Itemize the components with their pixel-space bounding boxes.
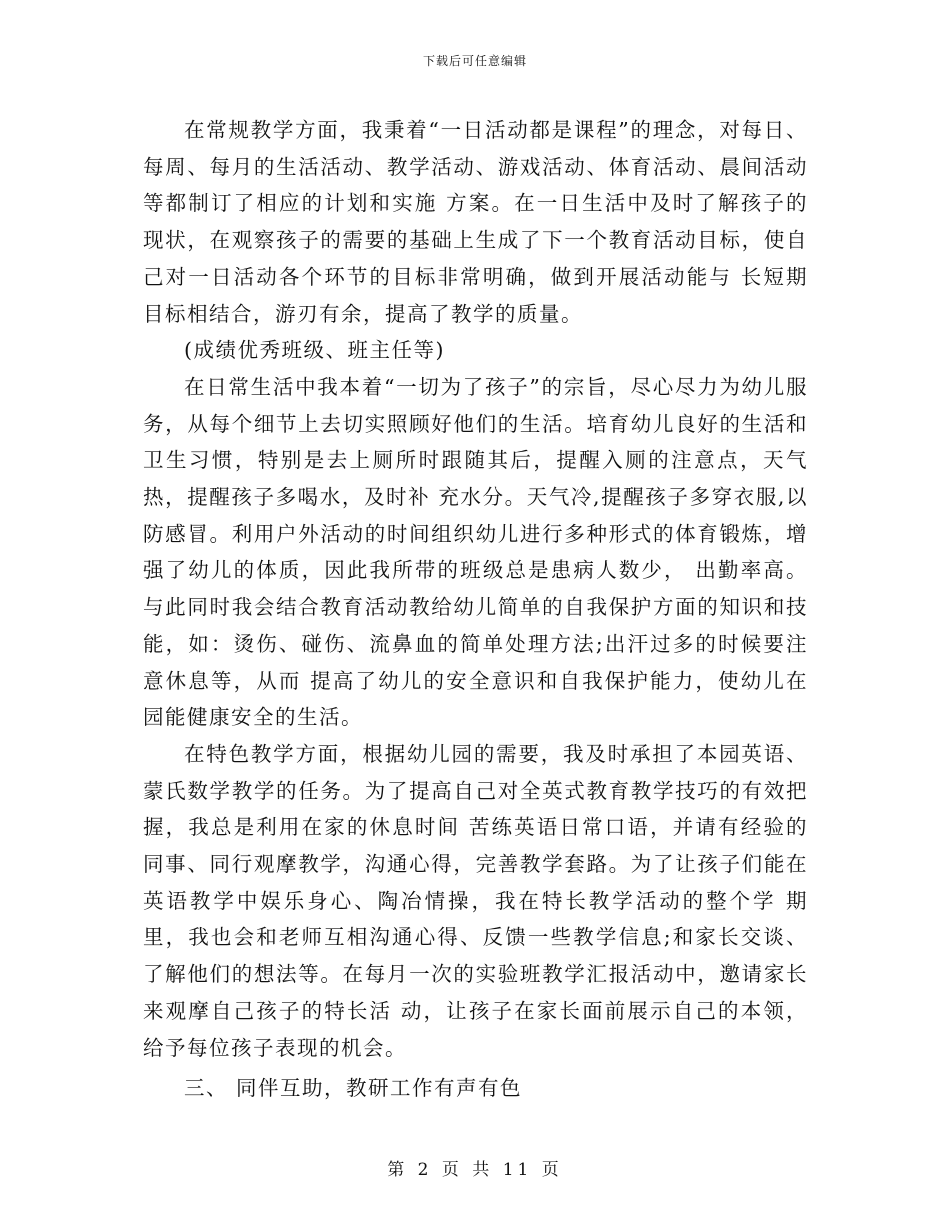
paragraph-daily-life-care: 在日常生活中我本着“一切为了孩子”的宗旨，尽心尽力为幼儿服 务，从每个细节上去切实照顾好他们的生活。培育幼儿良好的生活和卫生习惯，特别是去上厕所时跟随其后，提醒入厕的注意点，天气热，提醒孩子多喝水，及时补 充水分。天气冷,提醒孩子多穿衣服,以防感冒。利用户外活动的时间组织幼儿进行多种形式的体育锻炼，增强了幼儿的体质，因此我所带的班级总是患病人数少， 出勤率高。与此同时我会结合教育活动教给幼儿简单的自我保护方面的知识和技能，如：烫伤、碰伤、流鼻血的简单处理方法;出汗过多的时候要注意休息等，从而 提高了幼儿的安全意识和自我保护能力，使幼儿在园能健康安全的生活。 [143, 374, 808, 730]
document-body [143, 112, 808, 1107]
section-heading-peer-support: 三、 同伴互助，教研工作有声有色 [184, 1076, 523, 1101]
page-number-footer: 第 2 页 共 11 页 [387, 1160, 563, 1180]
paragraph-special-teaching: 在特色教学方面，根据幼儿园的需要，我及时承担了本园英语、蒙氏数学教学的任务。为了提高自己对全英式教育教学技巧的有效把握，我总是利用在家的休息时间 苦练英语日常口语，并请有经验的同事、同行观摩教学，沟通心得，完善教学套路。为了让孩子们能在英语教学中娱乐身心、陶冶情操，我在特长教学活动的整个学 期里，我也会和老师互相沟通心得、反馈一些教学信息;和家长交谈、了解他们的想法等。在每月一次的实验班教学汇报活动中，邀请家长来观摩自己孩子的特长活 动，让孩子在家长面前展示自己的本领，给予每位孩子表现的机会。 [143, 741, 808, 1060]
paragraph-routine-teaching: 在常规教学方面，我秉着“一日活动都是课程”的理念，对每日、每周、每月的生活活动、教学活动、游戏活动、体育活动、晨间活动等都制订了相应的计划和实施 方案。在一日生活中及时了解孩子的现状，在观察孩子的需要的基础上生成了下一个教育活动目标，使自己对一日活动各个环节的目标非常明确，做到开展活动能与 长短期目标相结合，游刃有余，提高了教学的质量。 [143, 118, 808, 326]
paragraph-achievement-note: (成绩优秀班级、班主任等) [184, 338, 445, 363]
page-header-note: 下载后可任意编辑 [422, 54, 527, 68]
